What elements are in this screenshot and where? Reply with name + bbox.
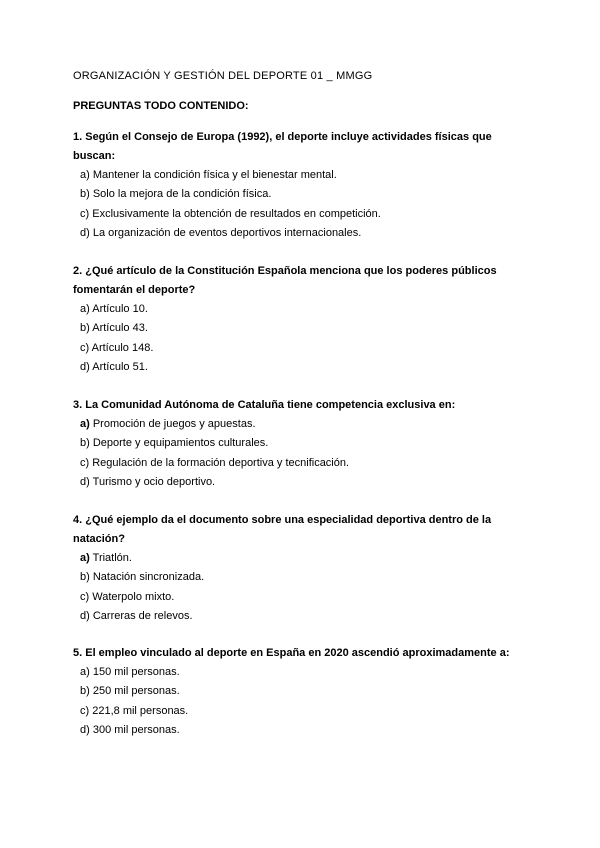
- option-text: Artículo 43.: [92, 322, 148, 335]
- option-c[interactable]: [73, 588, 533, 607]
- option-letter: c): [80, 207, 90, 220]
- option-text: Natación sincronizada.: [92, 571, 205, 584]
- option-b[interactable]: [73, 568, 533, 587]
- option-text: Carreras de relevos.: [92, 609, 193, 622]
- option-a[interactable]: [73, 663, 533, 682]
- option-letter: d): [80, 609, 90, 622]
- option-a[interactable]: [73, 415, 533, 434]
- option-text: 250 mil personas.: [92, 685, 180, 698]
- option-letter: a): [80, 552, 90, 564]
- option-text: Artículo 10.: [92, 303, 148, 315]
- option-letter: c): [80, 456, 90, 469]
- option-b[interactable]: [73, 682, 533, 701]
- options-list: [73, 549, 533, 626]
- option-c[interactable]: [73, 454, 533, 473]
- question-text: 2. ¿Qué artículo de la Constitución Española menciona que los poderes públicos fomentarán el deporte?: [73, 265, 497, 296]
- option-c[interactable]: [73, 339, 533, 358]
- question-5: [73, 644, 533, 740]
- option-text: La organización de eventos deportivos internacionales.: [92, 226, 362, 239]
- options-list: [73, 415, 533, 492]
- section-title: PREGUNTAS TODO CONTENIDO:: [73, 100, 249, 112]
- options-list: [73, 300, 533, 377]
- options-list: [73, 166, 533, 243]
- option-letter: d): [80, 475, 90, 488]
- option-text: Regulación de la formación deportiva y tecnificación.: [92, 456, 350, 469]
- question-1: [73, 128, 533, 243]
- option-text: Waterpolo mixto.: [92, 590, 175, 603]
- question-text: 1. Según el Consejo de Europa (1992), el deporte incluye actividades físicas que buscan:: [73, 131, 492, 162]
- option-text: 221,8 mil personas.: [92, 704, 189, 717]
- option-letter: d): [80, 360, 90, 373]
- question-text: 3. La Comunidad Autónoma de Cataluña tiene competencia exclusiva en:: [73, 399, 456, 411]
- option-text: Triatlón.: [92, 552, 132, 564]
- option-letter: c): [80, 590, 90, 603]
- option-letter: a): [80, 303, 90, 315]
- option-text: 300 mil personas.: [92, 723, 180, 736]
- option-letter: d): [80, 723, 90, 736]
- option-letter: a): [80, 169, 90, 181]
- option-letter: b): [80, 188, 90, 201]
- option-a[interactable]: [73, 166, 533, 185]
- option-text: Mantener la condición física y el bienestar mental.: [92, 169, 337, 181]
- question-3: [73, 396, 533, 492]
- option-text: Artículo 51.: [92, 360, 148, 373]
- option-b[interactable]: [73, 434, 533, 453]
- option-a[interactable]: [73, 300, 533, 319]
- option-c[interactable]: [73, 702, 533, 721]
- option-text: Artículo 148.: [91, 341, 154, 354]
- option-c[interactable]: [73, 205, 533, 224]
- question-text: 5. El empleo vinculado al deporte en España en 2020 ascendió aproximadamente a:: [73, 647, 510, 659]
- option-letter: b): [80, 571, 90, 584]
- option-d[interactable]: [73, 721, 533, 740]
- option-letter: a): [80, 666, 90, 678]
- option-d[interactable]: [73, 473, 533, 492]
- option-text: Turismo y ocio deportivo.: [92, 475, 216, 488]
- option-letter: b): [80, 322, 90, 335]
- option-letter: c): [80, 341, 90, 354]
- question-4: [73, 511, 533, 626]
- option-d[interactable]: [73, 358, 533, 377]
- option-letter: d): [80, 226, 90, 239]
- option-a[interactable]: [73, 549, 533, 568]
- question-2: [73, 262, 533, 377]
- option-text: 150 mil personas.: [92, 666, 180, 678]
- option-d[interactable]: [73, 607, 533, 626]
- question-text: 4. ¿Qué ejemplo da el documento sobre una especialidad deportiva dentro de la natación?: [73, 514, 492, 545]
- option-letter: b): [80, 437, 90, 450]
- option-b[interactable]: [73, 319, 533, 338]
- option-letter: a): [80, 418, 90, 430]
- options-list: [73, 663, 533, 740]
- option-letter: b): [80, 685, 90, 698]
- option-text: Deporte y equipamientos culturales.: [92, 437, 269, 450]
- option-b[interactable]: [73, 185, 533, 204]
- document-title: ORGANIZACIÓN Y GESTIÓN DEL DEPORTE 01 _ MMGG: [73, 70, 373, 82]
- option-text: Promoción de juegos y apuestas.: [92, 418, 256, 430]
- option-text: Exclusivamente la obtención de resultados en competición.: [92, 207, 381, 220]
- option-letter: c): [80, 704, 90, 717]
- option-text: Solo la mejora de la condición física.: [92, 188, 272, 201]
- option-d[interactable]: [73, 224, 533, 243]
